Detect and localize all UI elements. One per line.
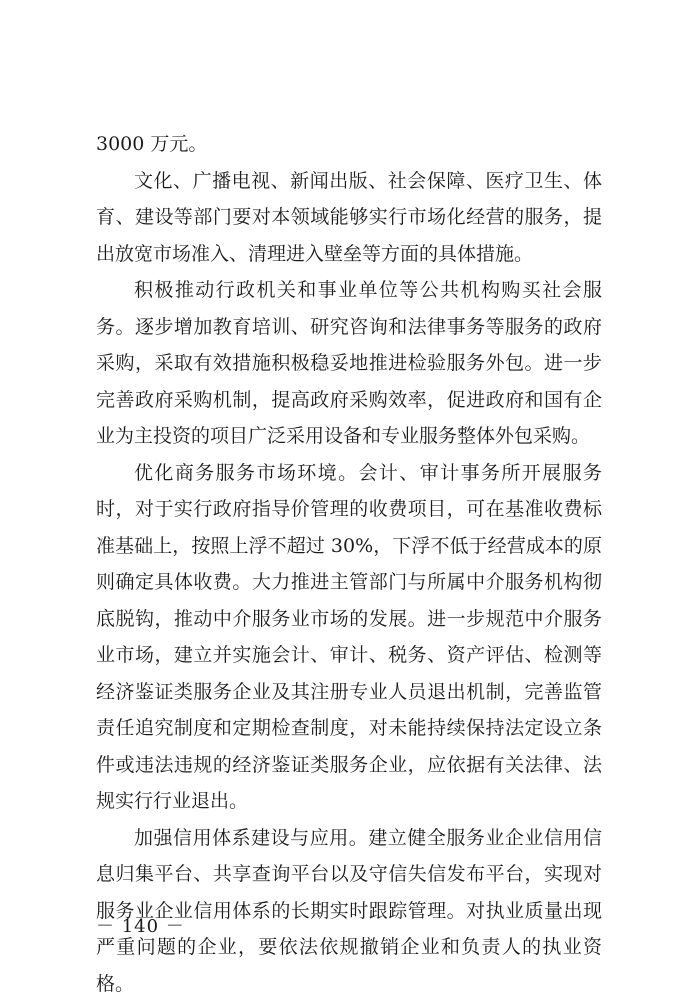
body-text — [96, 126, 602, 1002]
paragraph-continuation: 3000 万元。 — [96, 126, 602, 163]
paragraph-market-environment: 优化商务服务市场环境。会计、审计事务所开展服务时，对于实行政府指导价管理的收费项目，可在基准收费标准基础上，按照上浮不超过 30%，下浮不低于经营成本的原则确定具体收费。大力推进主管部门与所属中介服务机构彻底脱钩，推动中介服务业市场的发展。进一步规范中介服务业市场，建立并实施会计、审计、税务、资产评估、检测等经济鉴证类服务企业及其注册专业人员退出机制，完善监管责任追究制度和定期检查制度，对未能持续保持法定设立条件或违法违规的经济鉴证类服务企业，应依据有关法律、法规实行行业退出。 — [96, 455, 602, 820]
page-number: － 140 － — [96, 912, 185, 938]
paragraph-public-procurement: 积极推动行政机关和事业单位等公共机构购买社会服务。逐步增加教育培训、研究咨询和法律事务等服务的政府采购，采取有效措施积极稳妥地推进检验服务外包。进一步完善政府采购机制，提高政府采购效率，促进政府和国有企业为主投资的项目广泛采用设备和专业服务整体外包采购。 — [96, 272, 602, 455]
paragraph-credit-system: 加强信用体系建设与应用。建立健全服务业企业信用信息归集平台、共享查询平台以及守信失信发布平台，实现对服务业企业信用体系的长期实时跟踪管理。对执业质量出现严重问题的企业，要依法依规撤销企业和负责人的执业资格。 — [96, 820, 602, 1002]
paragraph-market-access: 文化、广播电视、新闻出版、社会保障、医疗卫生、体育、建设等部门要对本领域能够实行市场化经营的服务，提出放宽市场准入、清理进入壁垒等方面的具体措施。 — [96, 163, 602, 273]
